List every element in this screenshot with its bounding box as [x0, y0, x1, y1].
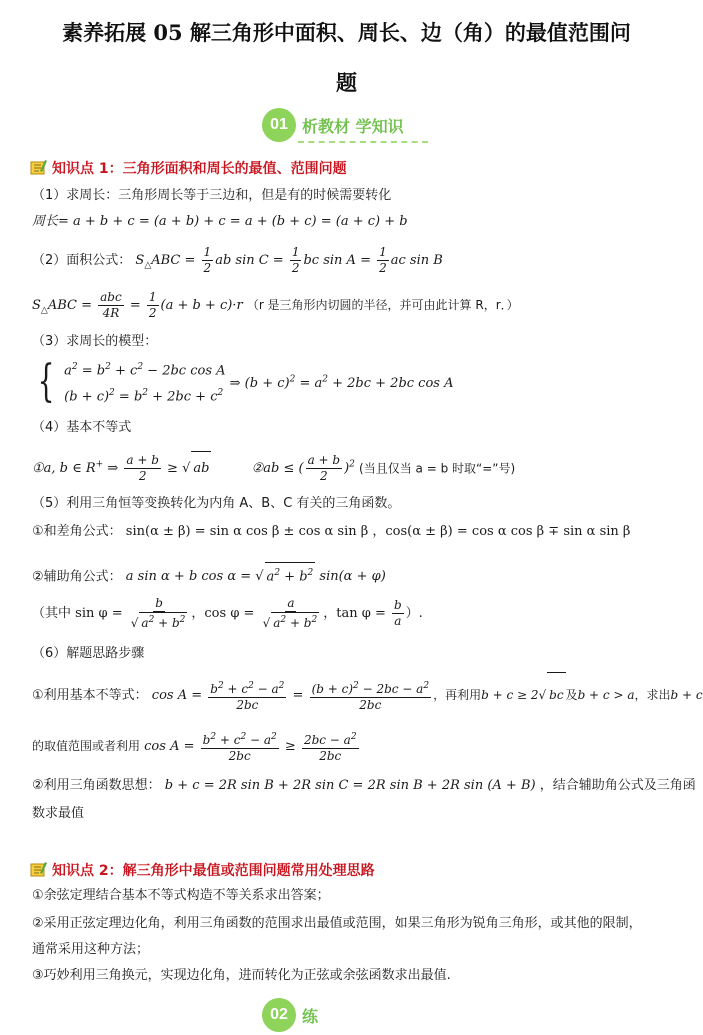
section-label: 析教材 学知识 — [302, 117, 404, 136]
notebook-icon — [30, 862, 48, 878]
step1-cond2: b + c > a — [577, 688, 635, 702]
step1-mid: ，再利用 — [433, 688, 482, 702]
area-note: （r 是三角形内切圆的半径，并可由此计算 R，r．） — [246, 298, 519, 312]
kp2-item-2-cont: 通常采用这种方法； — [32, 942, 150, 957]
model-system: $a^2 = b^2 + c^2 - 2bc$ cos A $(b + c)^2 = b^2 + 2bc + c^2$ — [64, 362, 226, 405]
notebook-icon — [30, 160, 48, 176]
step1-cond1: b + c ≥ 2√ bc — [481, 688, 565, 702]
sum-diff-line — [32, 522, 630, 542]
perimeter-intro: （1）求周长：三角形周长等于三边和，但是有的时候需要转化 — [32, 188, 392, 203]
step-1-range-line — [32, 724, 361, 769]
aux-angle-label: ②辅助角公式： — [32, 569, 122, 585]
step-1-line — [32, 672, 703, 718]
kp2-title: 知识点 2：解三角形中最值或范围问题常用处理思路 — [52, 863, 375, 879]
step1-label: ①利用基本不等式： — [32, 688, 148, 703]
where-formulas: sin φ = $\frac{b}{√ a^2 + b^2}$ ，cos φ = $\frac{a}{√ a^2 + b^2}$ ，tan φ = $\frac{b}{a}$ ）. — [75, 596, 423, 630]
trig-transform-heading: （5）利用三角恒等变换转化为内角 A、B、C 有关的三角函数。 — [32, 496, 401, 511]
aux-angle-where — [32, 594, 423, 634]
where-label: （其中 — [32, 606, 72, 621]
step1-target: b + c — [670, 688, 703, 702]
inequality-2: ②ab ≤ ( $\frac{a + b}{2}$ )$^2$ — [251, 453, 355, 484]
step-2-line — [32, 776, 696, 796]
step2-formula: b + c = 2R sin B + 2R sin C = 2R sin B + 2R sin (A + B) — [164, 778, 536, 793]
step-2-tail-line: 数求最值 — [32, 806, 85, 821]
knowledge-point-2-heading — [30, 860, 375, 880]
basic-inequality-heading: （4）基本不等式 — [32, 420, 132, 435]
inequality-1: ①a, b ∈ R+ ⇒ $\frac{a + b}{2}$ ≥ √ ab — [32, 461, 211, 476]
steps-heading: （6）解题思路步骤 — [32, 646, 145, 661]
title-line-2: 题 — [336, 70, 357, 95]
perimeter-formula: 周长= a + b + c = (a + b) + c = a + (b + c) = (a + c) + b — [32, 214, 408, 229]
area-formula-line — [32, 244, 443, 283]
step1-and: 及 — [565, 688, 578, 702]
kp2-item-3: ③巧妙利用三角换元，实现边化角，进而转化为正弦或余弦函数求出最值. — [32, 968, 451, 983]
aux-angle-line — [32, 562, 386, 587]
perimeter-model — [32, 356, 453, 409]
section-badge-2 — [262, 998, 430, 1034]
perimeter-model-heading: （3）求周长的模型： — [32, 334, 158, 349]
section-label: 练 — [302, 1007, 319, 1026]
step2-tail: ，结合辅助角公式及三角函 — [539, 778, 696, 793]
section-number: 02 — [262, 998, 296, 1032]
section-underline — [298, 141, 428, 143]
section-number: 01 — [262, 108, 296, 142]
area-incircle-line — [32, 288, 519, 328]
sum-diff-label: ①和差角公式： — [32, 524, 122, 539]
kp2-item-2: ②采用正弦定理边化角，利用三角函数的范围求出最值或范围，如果三角形为锐角三角形，或其他的限制， — [32, 916, 642, 931]
sum-diff-formula: sin(α ± β) = sin α cos β ± cos α sin β ，cos(α ± β) = cos α cos β ∓ sin α sin β — [125, 524, 631, 539]
step1-range: 的取值范围或者利用 — [32, 739, 141, 753]
title-line-1: 素养拓展 05 解三角形中面积、周长、边（角）的最值范围问 — [62, 20, 631, 45]
step1-range-formula: cos A = $\frac{b^2 + c^2 - a^2}{2bc}$ ≥ $\frac{2bc - a^2}{2bc}$ — [144, 731, 357, 763]
page-title — [22, 8, 671, 108]
step2-label: ②利用三角函数思想： — [32, 778, 161, 793]
kp2-item-1: ①余弦定理结合基本不等式构造不等关系求出答案； — [32, 888, 330, 903]
model-result: ⇒ $(b + c)^2 = a^2 + 2bc + 2bc$ cos A — [229, 375, 454, 392]
inequality-note: (当且仅当 a = b 时取“=”号) — [359, 461, 516, 476]
left-brace: { — [37, 356, 55, 408]
knowledge-point-1-heading — [30, 158, 347, 178]
aux-angle-formula: a sin α + b cos α = √ $a^2 + b^2$ sin(α + φ) — [126, 569, 386, 584]
step1-tail: ，求出 — [634, 688, 671, 702]
basic-inequality-line — [32, 448, 515, 486]
area-label: （2）面积公式： — [32, 253, 132, 268]
step1-formula: cos A = $\frac{b^2 + c^2 - a^2}{2bc}$ = $\frac{(b + c)^2 - 2bc - a^2}{2bc}$ — [151, 680, 430, 712]
kp1-title: 知识点 1：三角形面积和周长的最值、范围问题 — [52, 161, 347, 177]
area-formula: $S_\triangle ABC$ = $\frac{1}{2}$ ab sin C = $\frac{1}{2}$ bc sin A = $\frac{1}{2}$ ac sin B — [135, 245, 443, 275]
area-incircle-formula: $S_\triangle ABC$ = $\frac{\text{abc}}{4R}$ = $\frac{1}{2}$ (a + b + c)·r — [32, 290, 243, 320]
section-badge-1 — [262, 108, 430, 144]
